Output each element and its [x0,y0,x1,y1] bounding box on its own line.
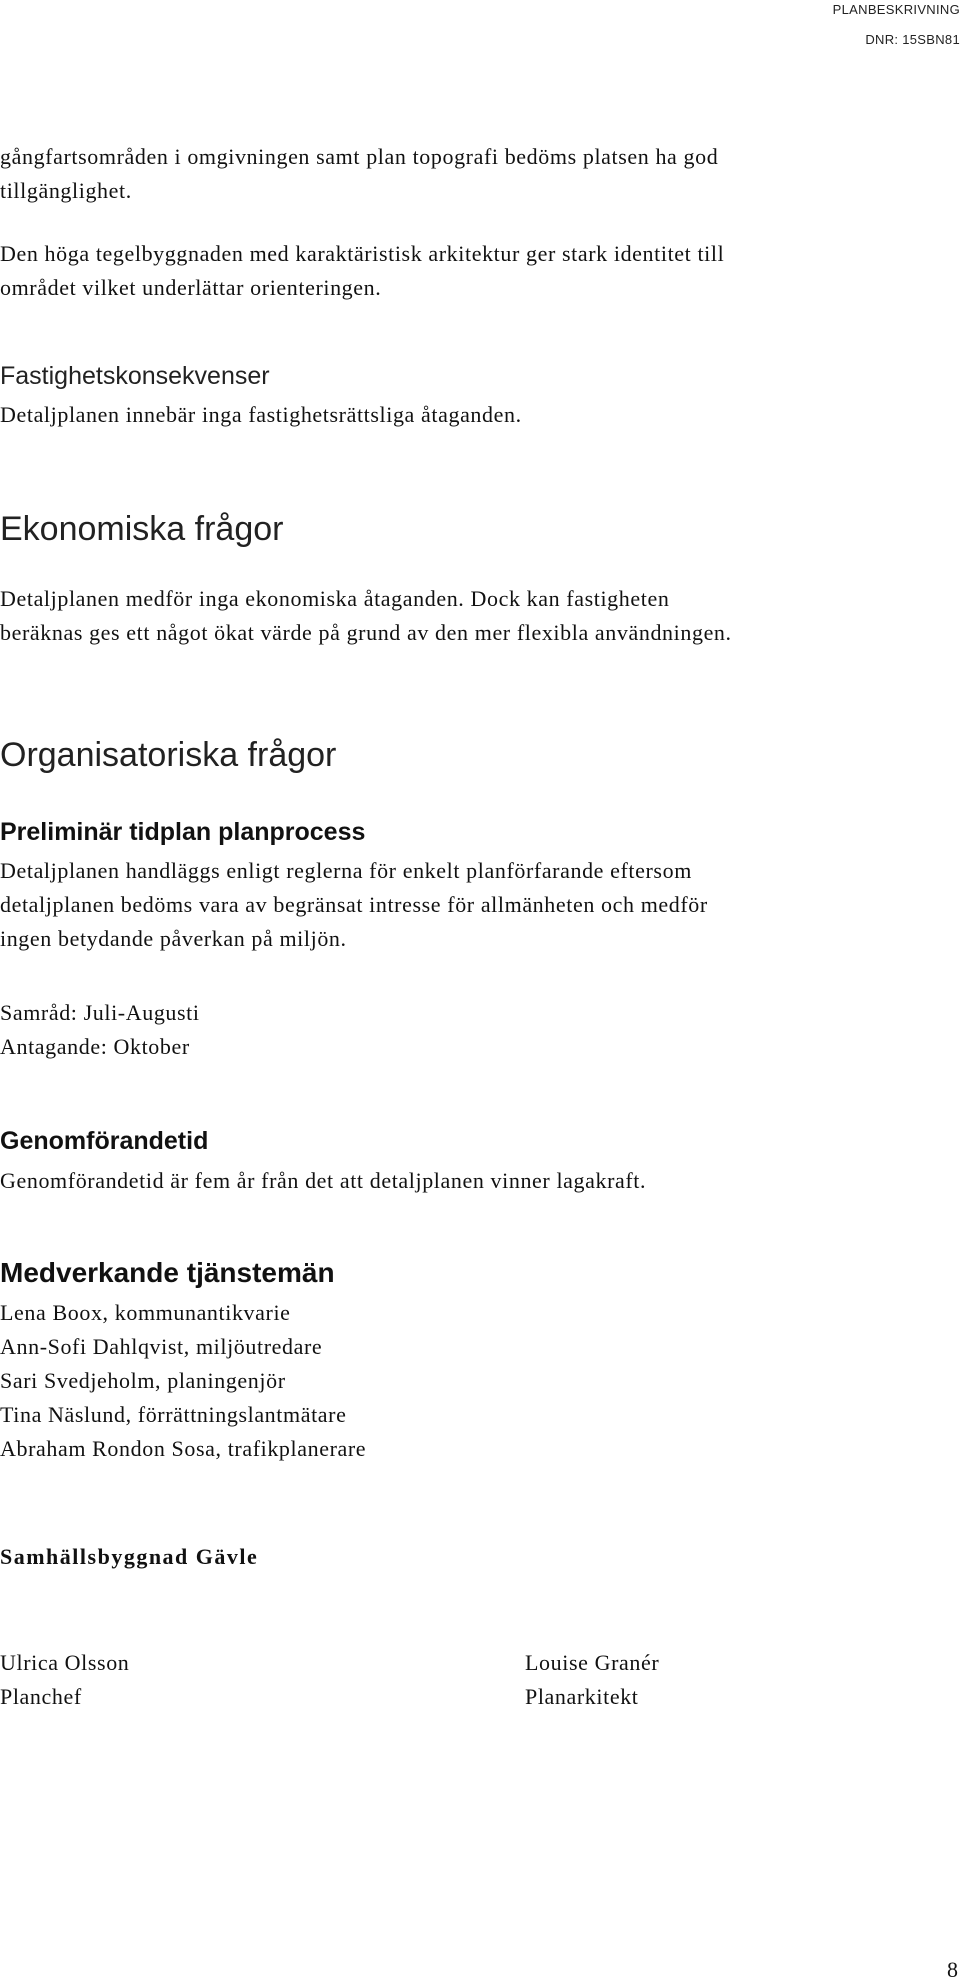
dnr-header [865,32,960,47]
list-item: Sari Svedjeholm, planingenjör [0,1368,286,1393]
list-item: Lena Boox, kommunantikvarie [0,1300,291,1325]
ekonomi-heading: Ekonomiska frågor [0,510,284,548]
schedule-antagande: Antagande: Oktober [0,1034,190,1059]
list-item: Tina Näslund, förrättningslantmätare [0,1402,347,1427]
signature-right [525,1646,659,1714]
schedule-samrad: Samråd: Juli-Augusti [0,1000,200,1025]
genomforande-text: Genomförandetid är fem år från det att detaljplanen vinner lagakraft. [0,1168,647,1193]
medverkande-list [0,1296,955,1466]
signature-title: Planchef [0,1684,82,1709]
page-number: 8 [947,1957,958,1982]
fastighet-heading: Fastighetskonsekvenser [0,362,270,390]
signature-title: Planarkitekt [525,1684,639,1709]
signature-name: Ulrica Olsson [0,1650,130,1675]
genomforande-heading: Genomförandetid [0,1127,209,1155]
organisation-name: Samhällsbyggnad Gävle [0,1544,259,1569]
organisation-heading: Organisatoriska frågor [0,736,337,774]
list-item: Ann-Sofi Dahlqvist, miljöutredare [0,1334,323,1359]
intro-paragraph-1: gångfartsområden i omgivningen samt plan topografi bedöms platsen ha god tillgänglighet. [0,144,719,203]
schedule-list [0,996,955,1064]
signature-left [0,1646,129,1714]
medverkande-heading: Medverkande tjänstemän [0,1257,335,1288]
doc-type-header [833,2,960,17]
list-item: Abraham Rondon Sosa, trafikplanerare [0,1436,367,1461]
doc-type-label: PLANBESKRIVNING [832,2,960,17]
ekonomi-text: Detaljplanen medför inga ekonomiska åtaganden. Dock kan fastigheten beräknas ges ett något ökat värde på grund av den mer flexibla användningen. [0,586,732,645]
signature-name: Louise Granér [525,1650,660,1675]
tidplan-heading: Preliminär tidplan planprocess [0,818,366,846]
dnr-label: DNR: 15SBN81 [865,32,960,47]
tidplan-text: Detaljplanen handläggs enligt reglerna för enkelt planförfarande eftersom detaljplanen bedöms vara av begränsat intresse för allmänheten och medför ingen betydande påverkan på miljön. [0,858,708,951]
fastighet-text: Detaljplanen innebär inga fastighetsrättsliga åtaganden. [0,402,522,427]
intro-paragraph-2: Den höga tegelbyggnaden med karaktäristisk arkitektur ger stark identitet till området vilket underlättar orienteringen. [0,241,725,300]
